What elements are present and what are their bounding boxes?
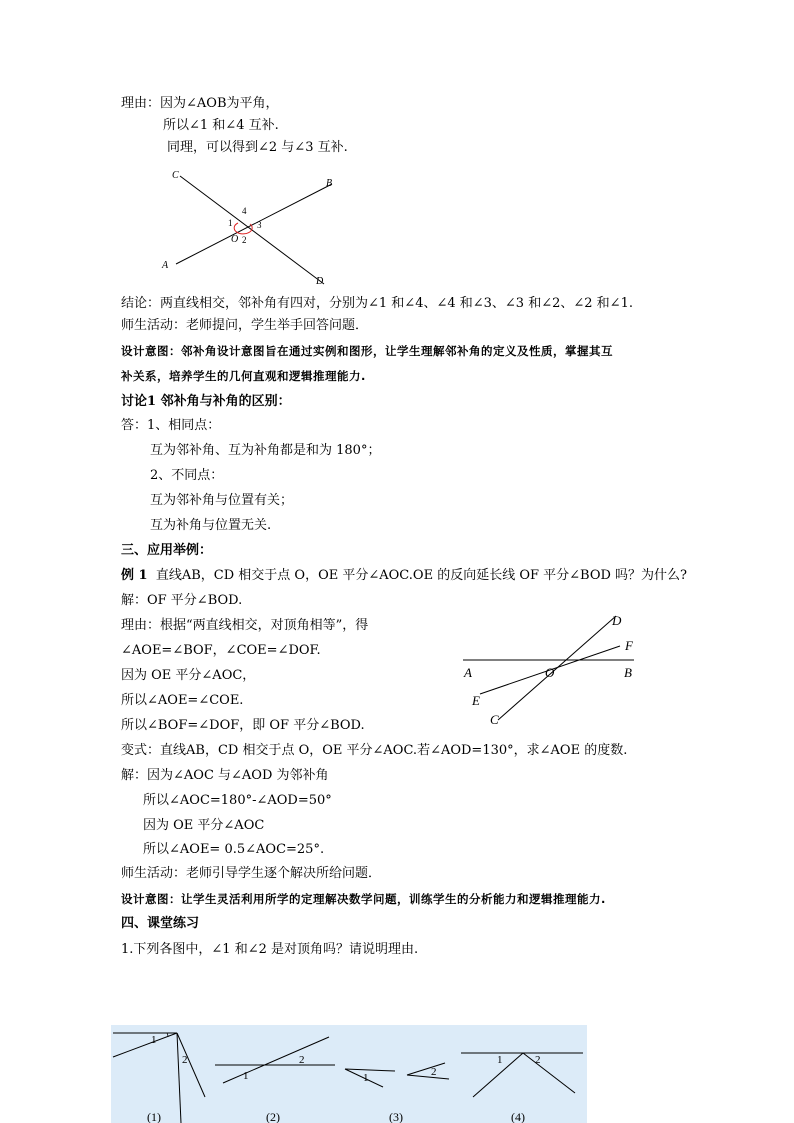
section-4-title: 四、课堂练习 <box>121 916 200 931</box>
example-1-reason: 理由：根据“两直线相交，对顶角相等”，得 <box>121 618 369 633</box>
design-intent-1-line2: 补关系，培养学生的几何直观和逻辑推理能力. <box>121 369 366 383</box>
discussion-diff-title: 2、不同点： <box>150 468 224 483</box>
example-1-text: 直线AB，CD 相交于点 O，OE 平分∠AOC.OE 的反向延长线 OF 平分∠BOD 吗？为什么? <box>155 568 688 583</box>
label-2: 2 <box>242 235 247 245</box>
label-1: 1 <box>228 218 233 228</box>
exercise-figures-panel <box>111 1025 587 1123</box>
reason-line: 理由：因为∠AOB为平角， <box>121 96 279 111</box>
caption-3: (3) <box>389 1110 403 1123</box>
fig1-angle-2: 2 <box>182 1054 188 1066</box>
example-1-so1: 所以∠AOE=∠COE. <box>121 693 244 708</box>
fig3-angle-2: 2 <box>431 1066 437 1078</box>
fig2-angle-1: 1 <box>243 1070 249 1082</box>
fig1-angle-1: 1 <box>151 1034 157 1046</box>
discussion-same: 互为邻补角、互为补角都是和为 180°； <box>150 443 381 458</box>
discussion-answer: 答：1、相同点： <box>121 418 221 433</box>
discussion-diff-2: 互为补角与位置无关. <box>150 518 272 533</box>
variant-text: 变式：直线AB，CD 相交于点 O，OE 平分∠AOC.若∠AOD=130°，求∠AOE 的度数. <box>121 743 628 758</box>
example-1 <box>121 567 687 585</box>
caption-4: (4) <box>511 1110 525 1123</box>
panel-background <box>111 1025 587 1123</box>
design-intent-1-line1: 设计意图：邻补角设计意图旨在通过实例和图形，让学生理解邻补角的定义及性质，掌握其互 <box>121 344 613 358</box>
label-b: B <box>624 665 632 680</box>
variant-step-3: 所以∠AOE= 0.5∠AOC=25°. <box>143 842 325 857</box>
line-ab <box>176 184 332 264</box>
label-c: C <box>490 712 499 727</box>
discussion-title: 讨论1 邻补角与补角的区别： <box>121 394 291 409</box>
label-b: B <box>326 178 333 189</box>
label-o: O <box>231 234 239 245</box>
label-o: O <box>545 665 555 680</box>
variant-step-2: 因为 OE 平分∠AOC <box>143 818 265 833</box>
label-3: 3 <box>257 220 262 230</box>
same-line: 同理，可以得到∠2 与∠3 互补. <box>167 140 348 155</box>
label-a: A <box>162 260 169 271</box>
conclusion: 结论：两直线相交，邻补角有四对，分别为∠1 和∠4、∠4 和∠3、∠3 和∠2、∠2 和∠1. <box>121 296 633 311</box>
label-c: C <box>172 170 179 181</box>
label-d: D <box>316 276 324 287</box>
variant-solution: 解：因为∠AOC 与∠AOD 为邻补角 <box>121 768 329 783</box>
caption-2: (2) <box>266 1110 280 1123</box>
example-1-eq1: ∠AOE=∠BOF，∠COE=∠DOF. <box>121 643 321 658</box>
example-1-label: 例 1 <box>121 568 148 583</box>
label-e: E <box>472 693 480 708</box>
label-a: A <box>464 665 472 680</box>
example-1-so2: 所以∠BOF=∠DOF，即 OF 平分∠BOD. <box>121 718 365 733</box>
caption-1: (1) <box>147 1110 161 1123</box>
section-3-title: 三、应用举例： <box>121 543 213 558</box>
fig2-angle-2: 2 <box>299 1054 305 1066</box>
design-intent-2: 设计意图：让学生灵活利用所学的定理解决数学问题，训练学生的分析能力和逻辑推理能力. <box>121 892 606 906</box>
activity-2: 师生活动：老师引导学生逐个解决所给问题． <box>121 866 382 881</box>
activity-1: 师生活动：老师提问，学生举手回答问题． <box>121 318 369 333</box>
fig4-angle-2: 2 <box>535 1054 541 1066</box>
example-1-because: 因为 OE 平分∠AOC， <box>121 668 256 683</box>
label-4: 4 <box>242 206 247 216</box>
variant-step-1: 所以∠AOC=180°-∠AOD=50° <box>143 793 332 808</box>
so-line: 所以∠1 和∠4 互补. <box>163 118 279 133</box>
fig3-angle-1: 1 <box>363 1072 369 1084</box>
discussion-diff-1: 互为邻补角与位置有关； <box>150 493 294 508</box>
example-1-solution: 解：OF 平分∠BOD. <box>121 593 243 608</box>
label-f: F <box>625 638 633 653</box>
fig4-angle-1: 1 <box>497 1054 503 1066</box>
exercise-1: 1.下列各图中，∠1 和∠2 是对顶角吗？请说明理由. <box>121 942 419 957</box>
figure-intersecting-lines-1 <box>158 166 344 288</box>
label-d: D <box>612 613 622 628</box>
figure-example-1 <box>458 608 636 728</box>
